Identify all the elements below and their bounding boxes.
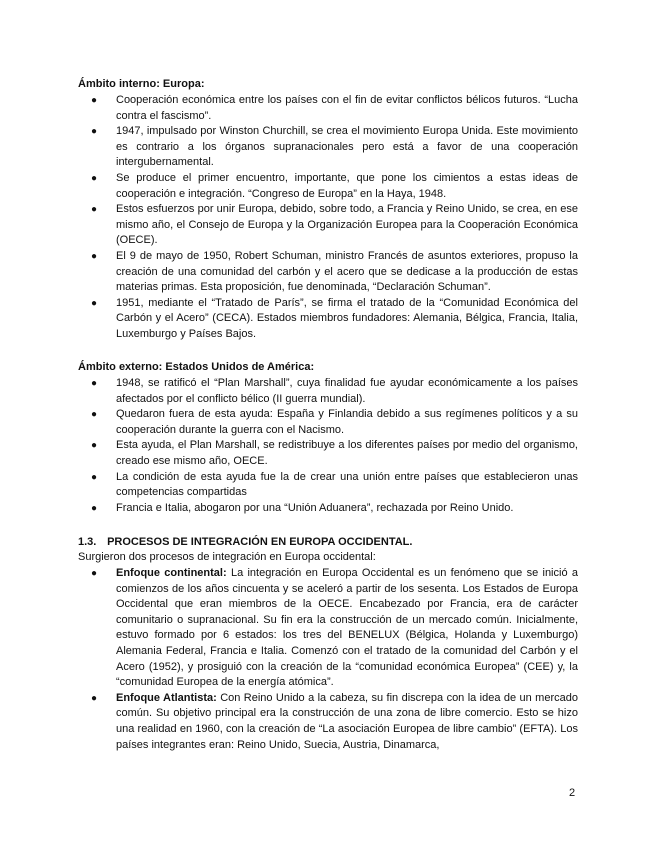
section-heading-1-3 bbox=[78, 535, 412, 551]
list-item: ● El 9 de mayo de 1950, Robert Schuman, ministro Francés de asuntos exteriores, propuso la creación de una comunidad del carbón y el acero que se dedicase a la producción de estas materias primas. Esta proposición, fue denominada, “Declaración Schuman”. bbox=[91, 249, 578, 294]
bullet-icon: ● bbox=[91, 692, 98, 704]
section-intro: Surgieron dos procesos de integración en Europa occidental: bbox=[78, 551, 376, 563]
bullet-icon: ● bbox=[91, 126, 98, 138]
list-item: ● Estos esfuerzos por unir Europa, debido, sobre todo, a Francia y Reino Unido, se crea, en ese mismo año, el Consejo de Europa y la Organización Europea para la Cooperación Económica (OECE). bbox=[91, 203, 578, 247]
bullet-icon: ● bbox=[91, 297, 98, 309]
heading-ambito-externo: Ámbito externo: Estados Unidos de América: bbox=[78, 361, 315, 373]
bullet-icon: ● bbox=[91, 250, 98, 262]
bullet-icon: ● bbox=[91, 95, 98, 106]
bullet-icon: ● bbox=[91, 204, 98, 216]
list-item: ● Enfoque continental: La integración en Europa Occidental es un fenómeno que se inició a comienzos de los años cincuenta y se aceleró a partir de los sesenta. Los Estados de Europa Occidental que eran miembros de la OECE. Encabezado por Francia, era de carácter comunitario o supranacional. Su fin era la construcción de un mercado común. Inicialmente, estuvo formado por 6 estados: los tres del BENELUX (Bélgica, Holanda y Luxemburgo) Alemania Federal, Francia e Italia. Comenzó con el tratado de la comunidad del Carbón y el Acero (1952), y prosiguió con la creación de la “comunidad económica Europea” (CEE) y, la “comunidad Europea de la energía atómica”. bbox=[91, 567, 578, 689]
list-item: ● Francia e Italia, abogaron por una “Unión Aduanera”, rechazada por Reino Unido. bbox=[78, 501, 578, 517]
list-item: ● Se produce el primer encuentro, importante, que pone los cimientos a estas ideas de cooperación e integración. “Congreso de Europa” en la Haya, 1948. bbox=[91, 171, 578, 200]
list-ambito-externo bbox=[78, 376, 578, 516]
bullet-icon: ● bbox=[91, 409, 98, 421]
bullet-icon: ● bbox=[91, 440, 98, 452]
list-procesos-integracion bbox=[78, 566, 578, 753]
page-number: 2 bbox=[569, 787, 576, 799]
list-item: ● Esta ayuda, el Plan Marshall, se redistribuye a los diferentes países por medio del organismo, creado ese mismo año, OECE. bbox=[91, 439, 578, 467]
bullet-icon: ● bbox=[91, 502, 98, 514]
bullet-icon: ● bbox=[91, 471, 98, 483]
bullet-icon: ● bbox=[91, 378, 98, 389]
list-item: ● 1947, impulsado por Winston Churchill, se crea el movimiento Europa Unida. Este movimiento es contrario a los órganos supranacionales pero está a favor de una cooperación intergubernamental. bbox=[91, 125, 578, 169]
enfoque-continental-label: Enfoque continental: bbox=[116, 567, 227, 579]
list-ambito-interno bbox=[78, 93, 578, 343]
bullet-icon: ● bbox=[91, 172, 98, 184]
list-item: ● Cooperación económica entre los países con el fin de evitar conflictos bélicos futuros. “Lucha contra el fascismo”. bbox=[91, 94, 578, 122]
list-item: ● 1948, se ratificó el “Plan Marshall”, cuya finalidad fue ayudar económicamente a los países afectados por el conflicto bélico (II guerra mundial). bbox=[91, 377, 578, 405]
heading-ambito-interno: Ámbito interno: Europa: bbox=[78, 78, 205, 90]
section-number: 1.3. bbox=[78, 536, 97, 548]
enfoque-atlantista-label: Enfoque Atlantista: bbox=[116, 691, 217, 704]
list-item: ● Quedaron fuera de esta ayuda: España y Finlandia debido a sus regímenes políticos y a su cooperación durante la guerra con el Nacismo. bbox=[91, 408, 578, 436]
list-item: ● 1951, mediante el “Tratado de París”, se firma el tratado de la “Comunidad Económica del Carbón y el Acero” (CECA). Estados miembros fundadores: Alemania, Bélgica, Francia, Italia, Luxemburgo y Países Bajos. bbox=[91, 296, 578, 340]
list-item: ● Enfoque Atlantista: Con Reino Unido a la cabeza, su fin discrepa con la idea de un mercado común. Su objetivo principal era la construcción de una zona de libre comercio. Esto se hizo una realidad en 1960, con la creación de “La asociación Europea de libre cambio” (EFTA). Los países integrantes eran: Reino Unido, Suecia, Austria, Dinamarca, bbox=[91, 691, 578, 751]
bullet-icon: ● bbox=[91, 568, 98, 579]
list-item: ● La condición de esta ayuda fue la de crear una unión entre países que establecieron unas competencias compartidas bbox=[91, 470, 578, 499]
section-title: PROCESOS DE INTEGRACIÓN EN EUROPA OCCIDENTAL. bbox=[107, 536, 413, 548]
